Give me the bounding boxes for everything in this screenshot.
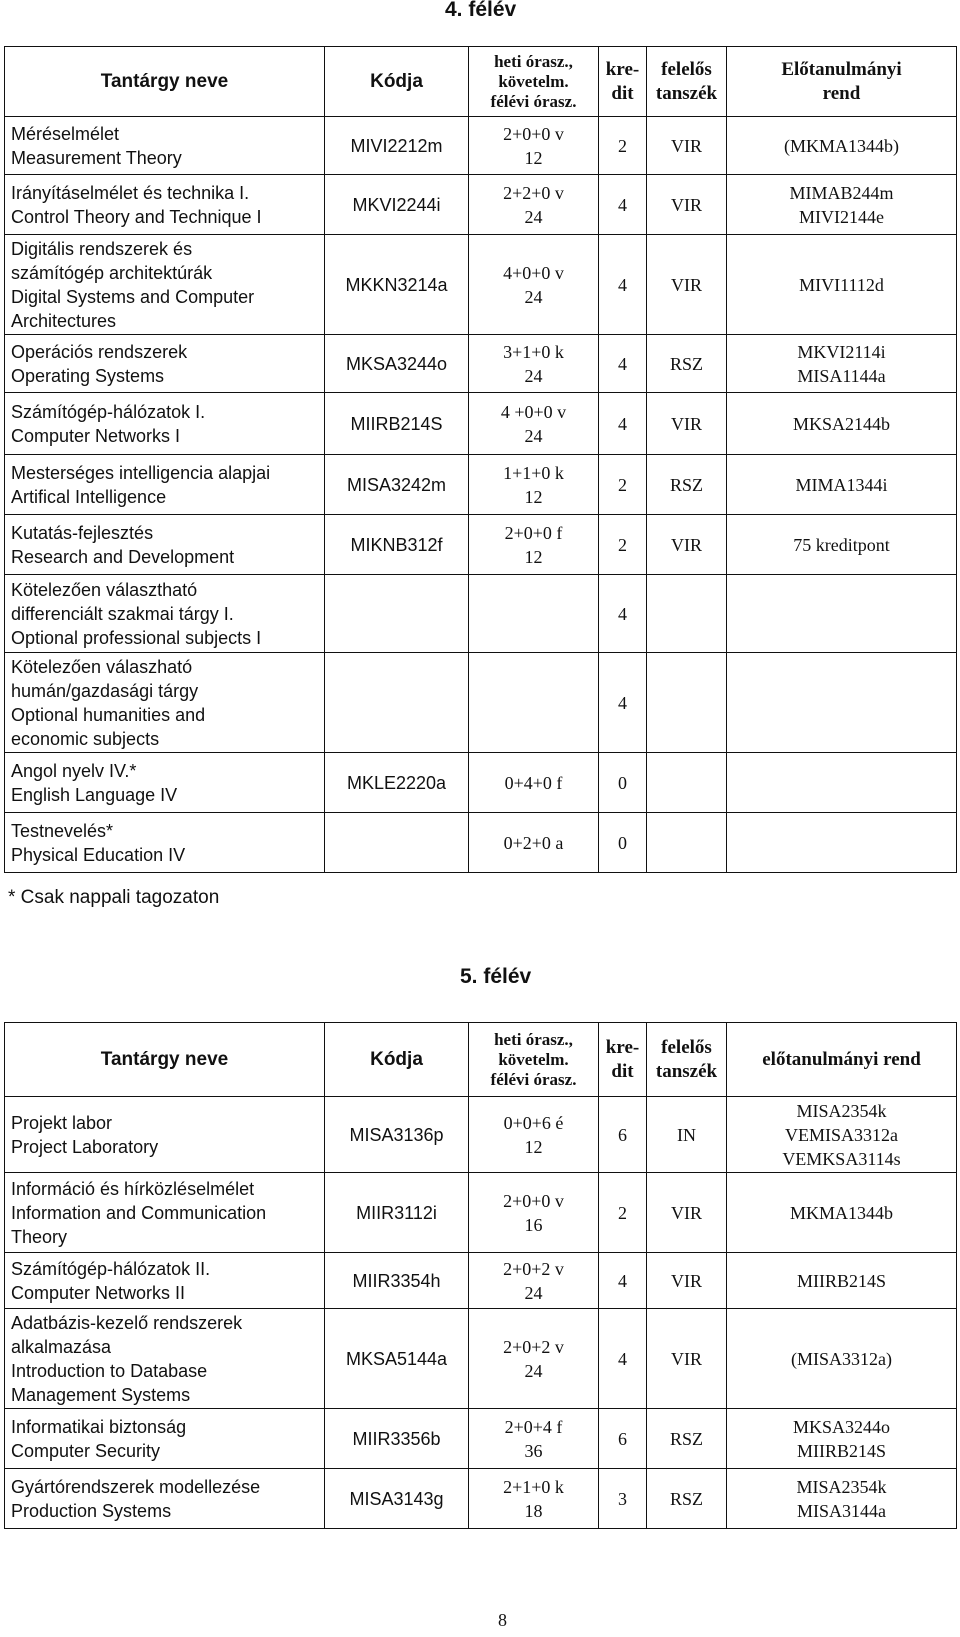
header-subject-name: Tantárgy neve: [5, 1023, 325, 1097]
subject-name: Operációs rendszerek Operating Systems: [5, 335, 325, 393]
prerequisites: [727, 813, 957, 873]
subject-code: MISA3143g: [325, 1469, 469, 1529]
subject-code: [325, 575, 469, 653]
department: IN: [647, 1097, 727, 1173]
department: VIR: [647, 515, 727, 575]
credit-value: 4: [599, 335, 647, 393]
table-row: [5, 235, 957, 335]
header-subject-name: Tantárgy neve: [5, 47, 325, 117]
subject-code: MKSA5144a: [325, 1309, 469, 1409]
semester-5-title: 5. félév: [460, 965, 532, 988]
header-department: felelős tanszék: [647, 47, 727, 117]
subject-name: Gyártórendszerek modellezése Production Systems: [5, 1469, 325, 1529]
prerequisites: [727, 753, 957, 813]
subject-name: Testnevelés* Physical Education IV: [5, 813, 325, 873]
credit-value: 4: [599, 235, 647, 335]
table-row: [5, 813, 957, 873]
prerequisites: [727, 653, 957, 753]
prerequisites: MKSA2144b: [727, 393, 957, 455]
subject-code: MIIR3354h: [325, 1253, 469, 1309]
subject-code: MKLE2220a: [325, 753, 469, 813]
subject-code: MKVI2244i: [325, 175, 469, 235]
table-row: [5, 515, 957, 575]
credit-value: 4: [599, 653, 647, 753]
department: [647, 575, 727, 653]
subject-code: MIVI2212m: [325, 117, 469, 175]
subject-name: Adatbázis-kezelő rendszerek alkalmazása Introduction to Database Management Systems: [5, 1309, 325, 1409]
subject-name: Angol nyelv IV.* English Language IV: [5, 753, 325, 813]
table-header-row: [5, 47, 957, 117]
table-row: [5, 1253, 957, 1309]
credit-value: 3: [599, 1469, 647, 1529]
department: [647, 753, 727, 813]
credit-value: 4: [599, 1253, 647, 1309]
credit-value: 0: [599, 813, 647, 873]
weekly-hours: 2+1+0 k 18: [469, 1469, 599, 1529]
subject-code: [325, 813, 469, 873]
department: VIR: [647, 1173, 727, 1253]
subject-name: Kötelezően válaszható humán/gazdasági tárgy Optional humanities and economic subjects: [5, 653, 325, 753]
weekly-hours: 1+1+0 k 12: [469, 455, 599, 515]
department: VIR: [647, 1309, 727, 1409]
prerequisites: MISA2354k VEMISA3312a VEMKSA3114s: [727, 1097, 957, 1173]
prerequisites: MIMA1344i: [727, 455, 957, 515]
credit-value: 4: [599, 393, 647, 455]
weekly-hours: 2+0+0 v 12: [469, 117, 599, 175]
department: RSZ: [647, 455, 727, 515]
weekly-hours: 2+0+4 f 36: [469, 1409, 599, 1469]
weekly-hours: 4+0+0 v 24: [469, 235, 599, 335]
table-row: [5, 1309, 957, 1409]
header-department: felelős tanszék: [647, 1023, 727, 1097]
prerequisites: MIVI1112d: [727, 235, 957, 335]
credit-value: 2: [599, 1173, 647, 1253]
weekly-hours: 2+0+2 v 24: [469, 1309, 599, 1409]
department: [647, 813, 727, 873]
credit-value: 6: [599, 1409, 647, 1469]
table-row: [5, 117, 957, 175]
subject-code: MIKNB312f: [325, 515, 469, 575]
prerequisites: (MISA3312a): [727, 1309, 957, 1409]
subject-name: Számítógép-hálózatok II. Computer Networks II: [5, 1253, 325, 1309]
weekly-hours: 0+0+6 é 12: [469, 1097, 599, 1173]
credit-value: 2: [599, 515, 647, 575]
subject-name: Információ és hírközléselmélet Information and Communication Theory: [5, 1173, 325, 1253]
subject-code: MKKN3214a: [325, 235, 469, 335]
semester-4-table: [4, 46, 957, 873]
credit-value: 4: [599, 175, 647, 235]
header-code: Kódja: [325, 47, 469, 117]
header-prerequisites: Előtanulmányi rend: [727, 47, 957, 117]
table-row: [5, 753, 957, 813]
subject-code: MIIRB214S: [325, 393, 469, 455]
table-row: [5, 575, 957, 653]
subject-name: Méréselmélet Measurement Theory: [5, 117, 325, 175]
department: RSZ: [647, 1469, 727, 1529]
department: RSZ: [647, 335, 727, 393]
table-row: [5, 1469, 957, 1529]
subject-name: Irányításelmélet és technika I. Control Theory and Technique I: [5, 175, 325, 235]
semester-5-table: [4, 1022, 957, 1529]
credit-value: 2: [599, 455, 647, 515]
table-row: [5, 455, 957, 515]
header-credit: kre- dit: [599, 47, 647, 117]
department: [647, 653, 727, 753]
prerequisites: MKSA3244o MIIRB214S: [727, 1409, 957, 1469]
subject-name: Kutatás-fejlesztés Research and Development: [5, 515, 325, 575]
weekly-hours: 3+1+0 k 24: [469, 335, 599, 393]
credit-value: 2: [599, 117, 647, 175]
department: VIR: [647, 393, 727, 455]
header-credit: kre- dit: [599, 1023, 647, 1097]
weekly-hours: 2+0+0 f 12: [469, 515, 599, 575]
table-row: [5, 1097, 957, 1173]
weekly-hours: 2+2+0 v 24: [469, 175, 599, 235]
department: RSZ: [647, 1409, 727, 1469]
credit-value: 0: [599, 753, 647, 813]
subject-name: Digitális rendszerek és számítógép architektúrák Digital Systems and Computer Architectures: [5, 235, 325, 335]
table-header-row: [5, 1023, 957, 1097]
prerequisites: MIIRB214S: [727, 1253, 957, 1309]
subject-name: Informatikai biztonság Computer Security: [5, 1409, 325, 1469]
footnote: * Csak nappali tagozaton: [8, 887, 220, 908]
credit-value: 4: [599, 575, 647, 653]
prerequisites: (MKMA1344b): [727, 117, 957, 175]
department: VIR: [647, 175, 727, 235]
weekly-hours: 2+0+0 v 16: [469, 1173, 599, 1253]
table-row: [5, 175, 957, 235]
prerequisites: 75 kreditpont: [727, 515, 957, 575]
subject-code: MISA3136p: [325, 1097, 469, 1173]
department: VIR: [647, 235, 727, 335]
table-row: [5, 653, 957, 753]
header-prerequisites: előtanulmányi rend: [727, 1023, 957, 1097]
subject-name: Projekt labor Project Laboratory: [5, 1097, 325, 1173]
subject-code: MKSA3244o: [325, 335, 469, 393]
table-row: [5, 1173, 957, 1253]
department: VIR: [647, 1253, 727, 1309]
header-hours: heti órasz., követelm. félévi órasz.: [469, 1023, 599, 1097]
subject-name: Kötelezően választható differenciált szakmai tárgy I. Optional professional subjects I: [5, 575, 325, 653]
header-hours: heti órasz., követelm. félévi órasz.: [469, 47, 599, 117]
header-code: Kódja: [325, 1023, 469, 1097]
credit-value: 4: [599, 1309, 647, 1409]
weekly-hours: 4 +0+0 v 24: [469, 393, 599, 455]
credit-value: 6: [599, 1097, 647, 1173]
subject-code: MISA3242m: [325, 455, 469, 515]
subject-code: MIIR3356b: [325, 1409, 469, 1469]
weekly-hours: 0+4+0 f: [469, 753, 599, 813]
prerequisites: MKVI2114i MISA1144a: [727, 335, 957, 393]
subject-name: Számítógép-hálózatok I. Computer Networks I: [5, 393, 325, 455]
prerequisites: MIMAB244m MIVI2144e: [727, 175, 957, 235]
prerequisites: [727, 575, 957, 653]
weekly-hours: [469, 575, 599, 653]
table-row: [5, 393, 957, 455]
table-row: [5, 335, 957, 393]
subject-code: MIIR3112i: [325, 1173, 469, 1253]
department: VIR: [647, 117, 727, 175]
weekly-hours: 0+2+0 a: [469, 813, 599, 873]
prerequisites: MKMA1344b: [727, 1173, 957, 1253]
prerequisites: MISA2354k MISA3144a: [727, 1469, 957, 1529]
page-number: 8: [498, 1610, 507, 1630]
weekly-hours: 2+0+2 v 24: [469, 1253, 599, 1309]
subject-name: Mesterséges intelligencia alapjai Artifical Intelligence: [5, 455, 325, 515]
subject-code: [325, 653, 469, 753]
table-row: [5, 1409, 957, 1469]
weekly-hours: [469, 653, 599, 753]
semester-4-title: 4. félév: [445, 0, 517, 21]
